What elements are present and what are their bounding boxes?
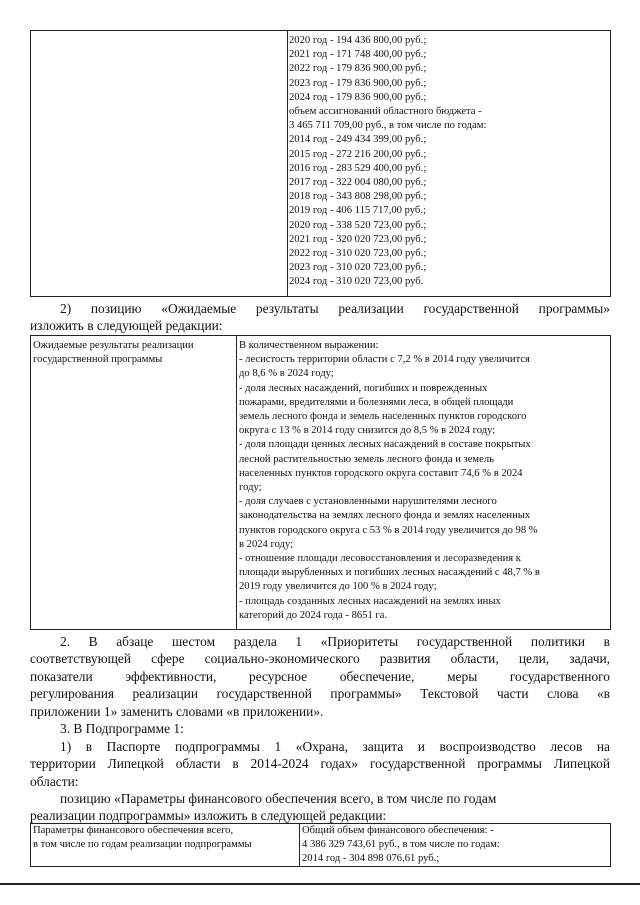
text-line: земель лесного фонда и земель населенных пунктов городского [239, 411, 527, 423]
paragraph-expected-results-intro [30, 300, 610, 335]
paragraph-section-one-amendment [30, 633, 610, 720]
text-line: в том числе по годам реализации подпрограммы [33, 839, 252, 851]
text-line: населенных пунктов городского округа составит 74,6 % в 2024 [239, 467, 523, 479]
text-line: 2020 год - 338 520 723,00 руб.; [289, 219, 427, 231]
financing-parameters-label [33, 824, 252, 852]
paragraph-line: приложении 1» заменить словами «в приложении». [30, 703, 324, 719]
text-line: - отношение площади лесовосстановления и лесоразведения к [239, 553, 521, 565]
text-line: 2014 год - 304 898 076,61 руб.; [302, 853, 440, 865]
text-line: категорий до 2024 года - 8651 га. [239, 609, 388, 621]
financing-years-list [289, 34, 486, 290]
text-line: 2014 год - 249 434 399,00 руб.; [289, 134, 427, 146]
paragraph-line: реализации подпрограммы» изложить в следующей редакции: [30, 808, 387, 824]
text-line: пожарами, вредителями и болезнями леса, в общей площади [239, 396, 514, 408]
expected-results-label: Ожидаемые результаты реализации государственной программы [33, 340, 194, 366]
paragraph-line: позицию «Параметры финансового обеспечения всего, в том числе по годам [60, 791, 497, 806]
text-line: 2024 год - 310 020 723,00 руб. [289, 276, 424, 288]
paragraph-line: регулирования реализации государственной программы» Текстовой части слова «в [30, 686, 610, 702]
paragraph-line: показатели эффективности, ресурсное обеспечение, меры государственного [30, 668, 610, 684]
text-line: В количественном выражении: [239, 340, 379, 351]
text-line: 2019 году увеличится до 100 % в 2024 году; [239, 581, 437, 593]
text-line: - доля лесных насаждений, погибших и поврежденных [239, 382, 488, 394]
text-line: 2018 год - 343 808 298,00 руб.; [289, 191, 427, 203]
text-line: объем ассигнований областного бюджета - [289, 106, 482, 118]
expected-results-list [239, 339, 540, 623]
paragraph-line: 2) позицию «Ожидаемые результаты реализации государственной программы» [60, 301, 610, 316]
text-line: Параметры финансового обеспечения всего, [33, 825, 234, 836]
text-line: площади вырубленных и погибших лесных насаждений с 48,7 % в [239, 567, 540, 579]
text-line: 2023 год - 310 020 723,00 руб.; [289, 262, 427, 274]
text-line: 2015 год - 272 216 200,00 руб.; [289, 148, 427, 160]
text-line: - доля площади ценных лесных насаждений в составе покрытых [239, 439, 531, 451]
text-line: пунктов городского округа с 53 % в 2014 году увеличится до 98 % [239, 524, 538, 536]
text-line: Общий объем финансового обеспечения: - [302, 825, 494, 836]
text-line: - площадь созданных лесных насаждений на землях иных [239, 595, 501, 607]
paragraph-line: области: [30, 773, 79, 789]
text-line: законодательства на землях лесного фонда и землях населенных [239, 510, 531, 522]
text-line: - доля случаев с установленными нарушителями лесного [239, 496, 497, 508]
text-line: году; [239, 482, 262, 494]
text-line: - лесистость территории области с 7,2 % в 2014 году увеличится [239, 354, 530, 366]
text-line: 3 465 711 709,00 руб., в том числе по годам: [289, 120, 487, 132]
text-line: 2024 год - 179 836 900,00 руб.; [289, 91, 427, 103]
paragraph-line: соответствующей сфере социально-экономического развития области, цели, задачи, [30, 651, 610, 667]
table-column-divider [287, 31, 288, 296]
text-line: 4 386 329 743,61 руб., в том числе по годам: [302, 839, 500, 851]
text-line: лесной растительностью земель лесного фонда и земель [239, 453, 494, 465]
text-line: 2022 год - 179 836 900,00 руб.; [289, 63, 427, 75]
paragraph-passport-amendment [30, 738, 610, 790]
text-line: 2016 год - 283 529 400,00 руб.; [289, 162, 427, 174]
text-line: округа с 13 % в 2014 году снизится до 8,5 % в 2024 году; [239, 425, 496, 437]
paragraph-subprogram-heading [30, 720, 610, 737]
financing-table-continued [30, 30, 611, 297]
paragraph-financing-position [30, 790, 610, 825]
financing-parameters-table [30, 823, 611, 867]
text-line: 2021 год - 171 748 400,00 руб.; [289, 49, 427, 61]
paragraph-line: 1) в Паспорте подпрограммы 1 «Охрана, защита и воспроизводство лесов на [60, 739, 610, 754]
page-bottom-rule [0, 883, 640, 885]
text-line: 2019 год - 406 115 717,00 руб.; [289, 205, 426, 217]
financing-parameters-values [302, 824, 500, 867]
text-line: 2020 год - 194 436 800,00 руб.; [289, 35, 427, 46]
text-line: 2021 год - 320 020 723,00 руб.; [289, 233, 427, 245]
paragraph-line: 2. В абзаце шестом раздела 1 «Приоритеты государственной политики в [60, 634, 610, 649]
text-line: 2022 год - 310 020 723,00 руб.; [289, 248, 427, 260]
table-column-divider [299, 824, 300, 866]
paragraph-line: 3. В Подпрограмме 1: [60, 721, 184, 736]
text-line: в 2024 году; [239, 538, 294, 550]
table-column-divider [236, 336, 237, 629]
text-line: 2017 год - 322 004 080,00 руб.; [289, 177, 427, 189]
expected-results-table [30, 335, 611, 630]
text-line: до 8,6 % в 2024 году; [239, 368, 334, 380]
text-line: 2023 год - 179 836 900,00 руб.; [289, 77, 427, 89]
paragraph-line: территории Липецкой области в 2014-2024 годах» государственной программы Липецкой [30, 756, 610, 772]
paragraph-line: изложить в следующей редакции: [30, 318, 223, 334]
